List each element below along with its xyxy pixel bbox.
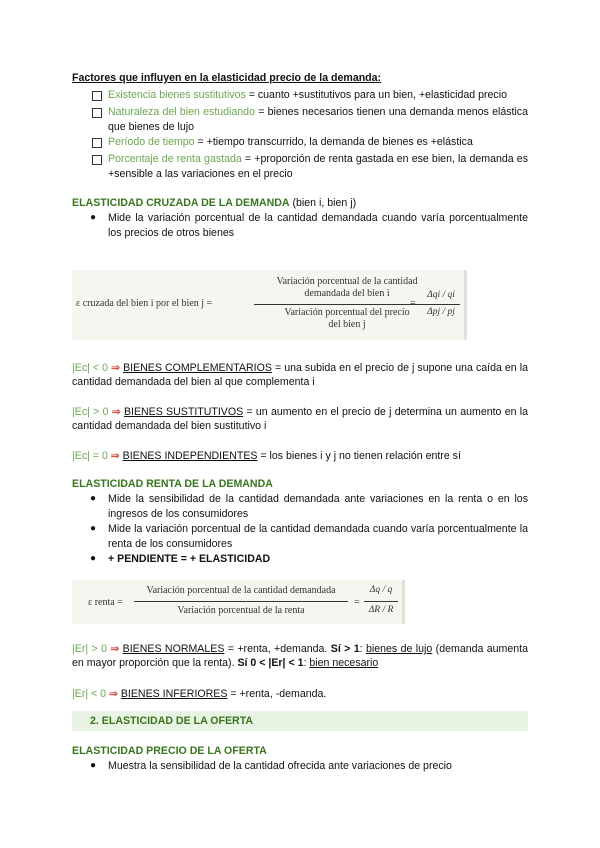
- oferta-title: ELASTICIDAD PRECIO DE LA OFERTA: [72, 745, 267, 757]
- cruzada-title: ELASTICIDAD CRUZADA DE LA DEMANDA (bien i, bien j): [72, 197, 357, 209]
- sustitutivos-case: |Ec| > 0 ⇒ BIENES SUSTITUTIVOS = un aumento en el precio de j determina un aumento en la cantidad demandada del bien sustitutivo i: [72, 406, 528, 432]
- fraction-line: [134, 601, 348, 602]
- inferiores-case: |Er| < 0 ⇒ BIENES INFERIORES = +renta, -demanda.: [72, 688, 327, 700]
- formula-rden: ΔR / R: [368, 605, 394, 615]
- income-elasticity-formula: [72, 580, 405, 624]
- bullet-icon: ●: [90, 553, 97, 564]
- bullet-icon: ●: [90, 493, 97, 504]
- formula-lhs: ε renta =: [88, 597, 123, 608]
- factor-item: Existencia bienes sustitutivos = cuanto +sustitutivos para un bien, +elasticidad precio: [108, 89, 507, 101]
- arrow-right-icon: ⇒: [111, 362, 120, 374]
- formula-rnum: Δq / q: [369, 585, 393, 595]
- checkbox-icon[interactable]: [92, 91, 102, 101]
- arrow-right-icon: ⇒: [109, 688, 118, 700]
- factor-item: Período de tiempo = +tiempo transcurrido, la demanda de bienes es +elástica: [108, 136, 473, 148]
- factor-item: Naturaleza del bien estudiando = bienes necesarios tienen una demanda menos elástica que bienes de lujo: [108, 106, 528, 133]
- section-2-heading: [72, 711, 528, 731]
- renta-title: ELASTICIDAD RENTA DE LA DEMANDA: [72, 478, 273, 490]
- bullet-icon: ●: [90, 523, 97, 534]
- formula-numerator: Variación porcentual de la cantidad demandada: [146, 585, 336, 596]
- fraction-line: [364, 601, 398, 602]
- formula-lhs: ε cruzada del bien i por el bien j =: [76, 298, 213, 309]
- arrow-right-icon: ⇒: [110, 450, 120, 462]
- bullet-text: Mide la sensibilidad de la cantidad demandada ante variaciones en la renta o en los ingresos de los consumidores: [108, 493, 528, 520]
- normales-case: |Er| > 0 ⇒ BIENES NORMALES = +renta, +demanda. Sí > 1: bienes de lujo (demanda aumenta en mayor proporción que la renta). Sí 0 < |Er| < 1: bien necesario: [72, 643, 529, 669]
- checkbox-icon[interactable]: [92, 155, 102, 165]
- factor-item: Porcentaje de renta gastada = +proporción de renta gastada en ese bien, la demanda es +sensible a las variaciones en el precio: [108, 153, 528, 180]
- section-2-label: 2. ELASTICIDAD DE LA OFERTA: [90, 715, 254, 727]
- independientes-case: |Ec| = 0 ⇒ BIENES INDEPENDIENTES = los bienes i y j no tienen relación entre sí: [72, 450, 461, 462]
- bullet-icon: ●: [90, 760, 97, 771]
- formula-denominator: Variación porcentual de la renta: [177, 605, 305, 616]
- complementarios-case: |Ec| < 0 ⇒ BIENES COMPLEMENTARIOS = una subida en el precio de j supone una caída en la cantidad demandada del bien al que complementa i: [72, 362, 528, 388]
- formula-numerator: Variación porcentual de la cantidad demandada del bien i: [276, 276, 418, 299]
- checkbox-icon[interactable]: [92, 138, 102, 148]
- bullet-icon: ●: [90, 212, 97, 223]
- bullet-text: Mide la variación porcentual de la cantidad demandada cuando varía porcentualmente los precios de otros bienes: [108, 212, 528, 239]
- bullet-text: Muestra la sensibilidad de la cantidad ofrecida ante variaciones de precio: [108, 760, 452, 772]
- checkbox-icon[interactable]: [92, 108, 102, 118]
- formula-rden: Δpj / pj: [427, 307, 455, 317]
- cross-elasticity-formula: [72, 270, 467, 340]
- formula-equals: =: [354, 597, 360, 608]
- factores-title: Factores que influyen en la elasticidad precio de la demanda:: [72, 72, 382, 84]
- fraction-line: [422, 304, 460, 305]
- bullet-text: + PENDIENTE = + ELASTICIDAD: [108, 553, 271, 565]
- bullet-text: Mide la variación porcentual de la cantidad demandada cuando varía porcentualmente la renta de los consumidores: [108, 523, 528, 550]
- formula-rnum: Δqi / qi: [427, 290, 455, 300]
- arrow-right-icon: ⇒: [110, 643, 120, 655]
- formula-denominator: Variación porcentual del precio del bien j: [284, 307, 410, 330]
- formula-equals: =: [410, 298, 416, 309]
- arrow-right-icon: ⇒: [111, 406, 121, 418]
